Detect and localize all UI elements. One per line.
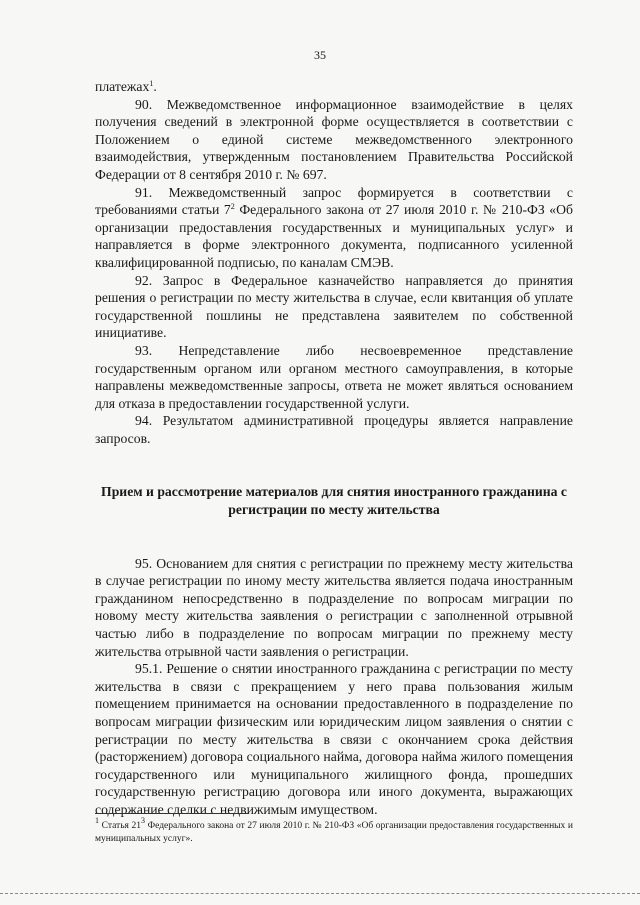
paragraph-95-1: 95.1. Решение о снятии иностранного гражданина с регистрации по месту жительства в связи с прекращением у него права пользования жилым помещением принимается на основании предоставленного в подразделение по вопросам миграции физическим или юридическим лицом заявления о снятии с регистрации по месту жительства в связи с окончанием срока действия (расторжением) договора социального найма, договора найма жилого помещения государственного или муниципального жилищного фонда, прошедших государственную регистрацию договора или иного документа, выражающих содержание сделки с недвижимым имуществом. <box>95 661 573 817</box>
paragraph-text: платежах <box>95 79 150 94</box>
paragraph-94: 94. Результатом административной процедуры является направление запросов. <box>95 413 573 446</box>
footnote-ref[interactable]: 1 <box>149 79 154 88</box>
section-heading: Прием и рассмотрение материалов для снятия иностранного гражданина с регистрации по месту жительства <box>101 484 567 518</box>
body-text <box>95 78 573 819</box>
footnote-divider <box>95 813 249 814</box>
footnote-text: Статья 21 <box>99 821 142 831</box>
superscript: 3 <box>141 816 146 825</box>
paragraph-text: Федерального закона от 27 июля 2010 г. № 210-ФЗ «Об организации предоставления государственных и муниципальных услуг» и направляется в форме электронного документа, подписанного усиленной квалифицированной подписью, по каналам СМЭВ. <box>95 202 573 270</box>
superscript: 2 <box>230 202 235 212</box>
footnote-marker: 1 <box>95 816 99 825</box>
paragraph-text: . <box>153 79 157 94</box>
footnote-text: Федерального закона от 27 июля 2010 г. № 210-ФЗ «Об организации предоставления государственных и муниципальных услуг». <box>95 821 573 844</box>
footnote <box>95 816 573 846</box>
paragraph-92: 92. Запрос в Федеральное казначейство направляется до принятия решения о регистрации по месту жительства в случае, если квитанция об уплате государственной пошлины не представлена заявителем по собственной инициативе. <box>95 272 573 341</box>
paragraph-continuation <box>95 78 573 96</box>
paragraph-93: 93. Непредставление либо несвоевременное представление государственным органом или органом местного самоуправления, в которые направлены межведомственные запросы, ответа не может являться основанием для отказа в предоставлении государственной услуги. <box>95 342 573 411</box>
paragraph-text: 91. Межведомственный запрос формируется в соответствии с требованиями статьи 7 <box>95 184 573 218</box>
page-number: 35 <box>314 48 326 62</box>
paragraph-91 <box>95 184 573 272</box>
page-bottom-edge <box>0 893 640 894</box>
paragraph-90: 90. Межведомственное информационное взаимодействие в целях получения сведений в электронной форме осуществляется в соответствии с Положением о единой системе межведомственного электронного взаимодействия, утвержденным постановлением Правительства Российской Федерации от 8 сентября 2010 г. № 697. <box>95 96 573 182</box>
paragraph-95: 95. Основанием для снятия с регистрации по прежнему месту жительства в случае регистрации по иному месту жительства является подача иностранным гражданином непосредственно в подразделение по вопросам миграции по новому месту жительства заявления о регистрации с заполненной отрывной частью либо в подразделение по вопросам миграции по прежнему месту жительства отрывной части заявления о регистрации. <box>95 555 573 659</box>
